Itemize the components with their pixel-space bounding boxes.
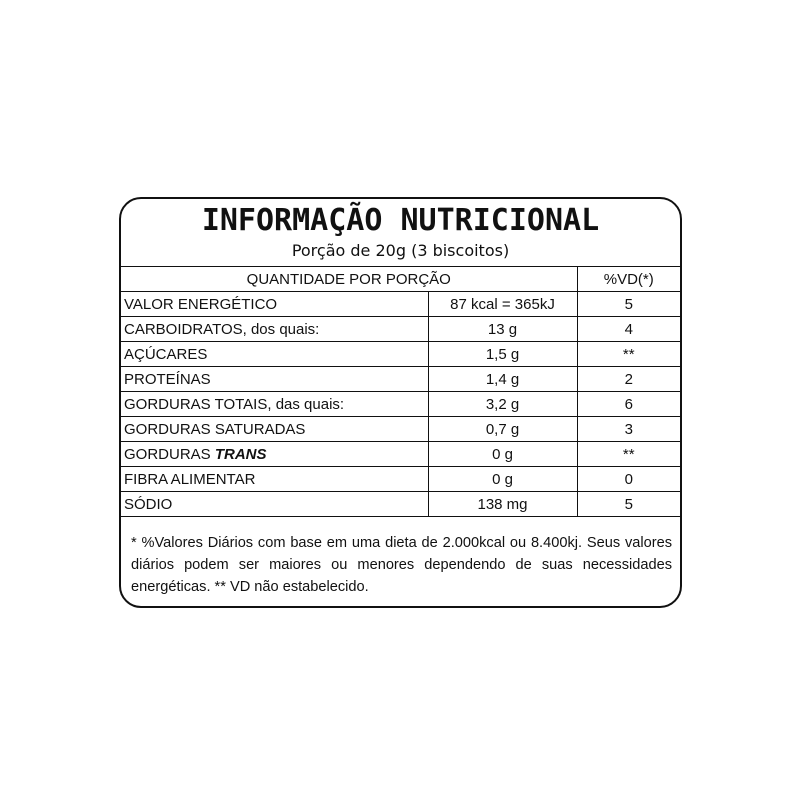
nutrient-vd: 3 [577, 417, 680, 442]
nutrient-amount: 0,7 g [428, 417, 577, 442]
nutrient-name: FIBRA ALIMENTAR [121, 467, 428, 492]
nutrient-amount: 0 g [428, 442, 577, 467]
nutrient-name: CARBOIDRATOS, dos quais: [121, 317, 428, 342]
table-row-acucares [121, 342, 680, 367]
table-header-row [121, 267, 680, 292]
table-row-proteinas [121, 367, 680, 392]
nutrient-vd: 5 [577, 292, 680, 317]
nutrient-vd: ** [577, 342, 680, 367]
portion-size: Porção de 20g (3 biscoitos) [291, 241, 510, 260]
nutrient-vd: 6 [577, 392, 680, 417]
table-row-gorduras-trans [121, 442, 680, 467]
nutrient-name: GORDURAS SATURADAS [121, 417, 428, 442]
nutrient-name: GORDURAS TOTAIS, das quais: [121, 392, 428, 417]
nutrient-name: VALOR ENERGÉTICO [121, 292, 428, 317]
nutrient-name: PROTEÍNAS [121, 367, 428, 392]
nutrient-vd: ** [577, 442, 680, 467]
vd-header: %VD(*) [577, 267, 680, 292]
table-row-valor-energetico [121, 292, 680, 317]
nutrient-amount: 1,4 g [428, 367, 577, 392]
quantity-header: QUANTIDADE POR PORÇÃO [121, 267, 577, 292]
label-title: INFORMAÇÃO NUTRICIONAL [201, 203, 600, 238]
nutrient-vd: 2 [577, 367, 680, 392]
nutrient-amount: 138 mg [428, 492, 577, 517]
nutrient-vd: 5 [577, 492, 680, 517]
nutrient-name: SÓDIO [121, 492, 428, 517]
nutrient-amount: 87 kcal = 365kJ [428, 292, 577, 317]
nutrient-amount: 3,2 g [428, 392, 577, 417]
table-row-gorduras-saturadas [121, 417, 680, 442]
nutrition-table [121, 266, 680, 517]
nutrient-vd: 0 [577, 467, 680, 492]
table-row-fibra [121, 467, 680, 492]
table-row-sodio [121, 492, 680, 517]
footnote: * %Valores Diários com base em uma dieta de 2.000kcal ou 8.400kj. Seus valores diários podem ser maiores ou menores dependendo de suas necessidades energéticas. ** VD não estabelecido. [131, 535, 672, 595]
nutrient-amount: 0 g [428, 467, 577, 492]
nutrient-amount: 13 g [428, 317, 577, 342]
nutrient-amount: 1,5 g [428, 342, 577, 367]
nutrient-name: AÇÚCARES [121, 342, 428, 367]
table-row-gorduras-totais [121, 392, 680, 417]
nutrient-name-emphasis: TRANS [214, 445, 267, 463]
table-row-carboidratos [121, 317, 680, 342]
nutrition-facts-label [119, 197, 682, 608]
nutrient-name [121, 442, 428, 467]
nutrient-vd: 4 [577, 317, 680, 342]
nutrient-name-text: GORDURAS [124, 445, 215, 463]
